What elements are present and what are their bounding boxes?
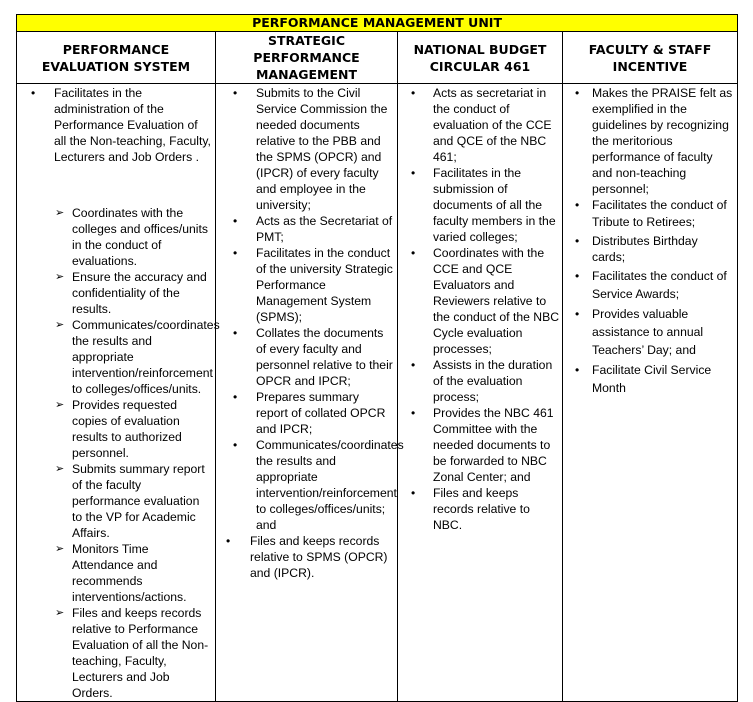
bullet-icon: •: [411, 486, 416, 500]
list-item: [17, 397, 215, 461]
body-row: [17, 84, 738, 702]
cell-performance-evaluation: [17, 84, 220, 702]
bullet-list: [216, 84, 404, 581]
list-item: [216, 245, 397, 325]
list-item-text: Monitors Time Attendance and recommends interventions/actions.: [72, 542, 187, 604]
list-item-text: Assists in the duration of the evaluation process;: [433, 358, 553, 404]
list-item-text: Facilitates in the conduct of the university Strategic Performance Management System (SPMS);: [256, 246, 393, 324]
list-item-text: Submits to the Civil Service Commission the needed documents relative to the PBB and the SPMS (OPCR) and (IPCR) of every faculty and employee in the university;: [256, 86, 388, 212]
list-item: [563, 267, 737, 303]
list-item-text: Provides the NBC 461 Committee with the needed documents to be forwarded to NBC Zonal Center; and: [433, 406, 554, 484]
list-item-text: Facilitates the conduct of Tribute to Retirees;: [592, 198, 727, 229]
bullet-icon: •: [411, 166, 416, 180]
list-item-text: Ensure the accuracy and confidentiality of the results.: [72, 270, 207, 316]
list-item: [563, 233, 737, 265]
bullet-icon: •: [575, 198, 580, 212]
performance-management-table: [16, 14, 738, 702]
list-item: [216, 325, 397, 389]
header-row: [17, 32, 738, 84]
column-header-faculty-staff-incentive: [563, 32, 738, 84]
arrow-bullet-icon: ➢: [55, 319, 65, 331]
cell-national-budget: [398, 84, 563, 702]
list-item: [398, 405, 562, 485]
list-item-text: Facilitates in the submission of documents of all the faculty members in the varied colleges;: [433, 166, 556, 244]
list-item: [563, 305, 737, 359]
list-item: [398, 165, 562, 245]
bullet-icon: •: [233, 326, 238, 340]
bullet-icon: •: [233, 214, 238, 228]
list-item: [216, 533, 397, 581]
header-line: MANAGEMENT: [255, 67, 357, 82]
header-line: EVALUATION SYSTEM: [41, 58, 191, 74]
arrow-bullet-icon: ➢: [55, 207, 65, 219]
table-title: PERFORMANCE MANAGEMENT UNIT: [17, 15, 738, 32]
bullet-icon: •: [411, 86, 416, 100]
bullet-icon: •: [233, 246, 238, 260]
list-item: [398, 357, 562, 405]
list-item: [216, 389, 397, 437]
list-item: [563, 85, 737, 197]
list-item-text: Acts as secretariat in the conduct of evaluation of the CCE and QCE of the NBC 461;: [433, 86, 552, 164]
bullet-icon: •: [575, 269, 580, 283]
list-item: [17, 541, 215, 605]
header-line: NATIONAL BUDGET: [413, 41, 547, 57]
list-item-text: Coordinates with the colleges and offices/units in the conduct of evaluations.: [72, 206, 208, 268]
list-item-text: Files and keeps records relative to NBC.: [433, 486, 530, 532]
sub-list: [17, 205, 220, 701]
bullet-icon: •: [575, 307, 580, 321]
arrow-bullet-icon: ➢: [55, 399, 65, 411]
list-item: [216, 213, 397, 245]
list-item-text: Collates the documents of every faculty and personnel relative to their OPCR and IPCR;: [256, 326, 393, 388]
bullet-icon: •: [411, 358, 416, 372]
header-line: STRATEGIC PERFORMANCE: [253, 33, 360, 65]
bullet-icon: •: [411, 246, 416, 260]
bullet-icon: •: [233, 438, 238, 452]
list-item: [17, 84, 215, 165]
arrow-bullet-icon: ➢: [55, 271, 65, 283]
cell-strategic-performance: [216, 84, 404, 702]
column-header-national-budget: [398, 32, 563, 84]
column-header-strategic-performance: [216, 32, 398, 84]
header-line: INCENTIVE: [612, 58, 688, 74]
bullet-icon: •: [411, 406, 416, 420]
arrow-bullet-icon: ➢: [55, 543, 65, 555]
list-item-text: Facilitates in the administration of the Performance Evaluation of all the Non-teaching, Faculty, Lecturers and Job Orders .: [54, 86, 211, 164]
list-item: [398, 85, 562, 165]
list-item-text: Submits summary report of the faculty performance evaluation to the VP for Academic Affairs.: [72, 462, 205, 540]
list-item-text: Distributes Birthday cards;: [592, 234, 698, 264]
header-line: FACULTY & STAFF: [588, 41, 712, 57]
column-header-performance-evaluation: [17, 32, 216, 84]
list-item-text: Files and keeps records relative to Performance Evaluation of all the Non-teaching, Faculty, Lecturers and Job Orders.: [72, 606, 209, 700]
bullet-icon: •: [31, 86, 36, 100]
bullet-icon: •: [233, 86, 238, 100]
list-item: [216, 437, 404, 533]
list-item-text: Provides requested copies of evaluation results to authorized personnel.: [72, 398, 182, 460]
list-item-text: Prepares summary report of collated OPCR and IPCR;: [256, 390, 386, 436]
cell-faculty-staff-incentive: [563, 84, 738, 702]
list-item: [17, 269, 215, 317]
list-item-text: Acts as the Secretariat of PMT;: [256, 214, 393, 244]
list-item-text: Facilitates the conduct of Service Awards;: [592, 269, 727, 301]
bullet-icon: •: [226, 534, 231, 548]
list-item-text: Communicates/coordinates the results and appropriate intervention/reinforcement to colleges/offices/units.: [72, 318, 220, 396]
arrow-bullet-icon: ➢: [55, 607, 65, 619]
list-item: [563, 197, 737, 231]
bullet-icon: •: [575, 363, 580, 377]
list-item-text: Makes the PRAISE felt as exemplified in the guidelines by recognizing the meritorious performance of faculty and non-teaching personnel;: [592, 86, 733, 196]
header-line: CIRCULAR 461: [429, 58, 531, 74]
header-line: PERFORMANCE: [62, 41, 170, 57]
list-item: [563, 361, 737, 397]
list-item-text: Communicates/coordinates the results and appropriate intervention/reinforcement to colleges/offices/units; and: [256, 438, 404, 532]
list-item-text: Facilitate Civil Service Month: [592, 363, 712, 395]
bullet-icon: •: [575, 234, 580, 248]
list-item-text: Provides valuable assistance to annual Teachers’ Day; and: [592, 307, 704, 357]
arrow-bullet-icon: ➢: [55, 463, 65, 475]
bullet-list: [398, 84, 562, 533]
list-item: [17, 461, 215, 541]
list-item: [398, 245, 562, 357]
bullet-icon: •: [233, 390, 238, 404]
list-item: [17, 605, 215, 701]
list-item: [17, 317, 220, 397]
list-item: [17, 205, 215, 269]
bullet-list: [563, 84, 737, 397]
list-item-text: Files and keeps records relative to SPMS (OPCR) and (IPCR).: [250, 534, 388, 580]
list-item-text: Coordinates with the CCE and QCE Evaluators and Reviewers relative to the conduct of the NBC Cycle evaluation processes;: [433, 246, 560, 356]
bullet-icon: •: [575, 86, 580, 100]
list-item: [398, 485, 562, 533]
title-row: [17, 15, 738, 32]
list-item: [216, 85, 397, 213]
